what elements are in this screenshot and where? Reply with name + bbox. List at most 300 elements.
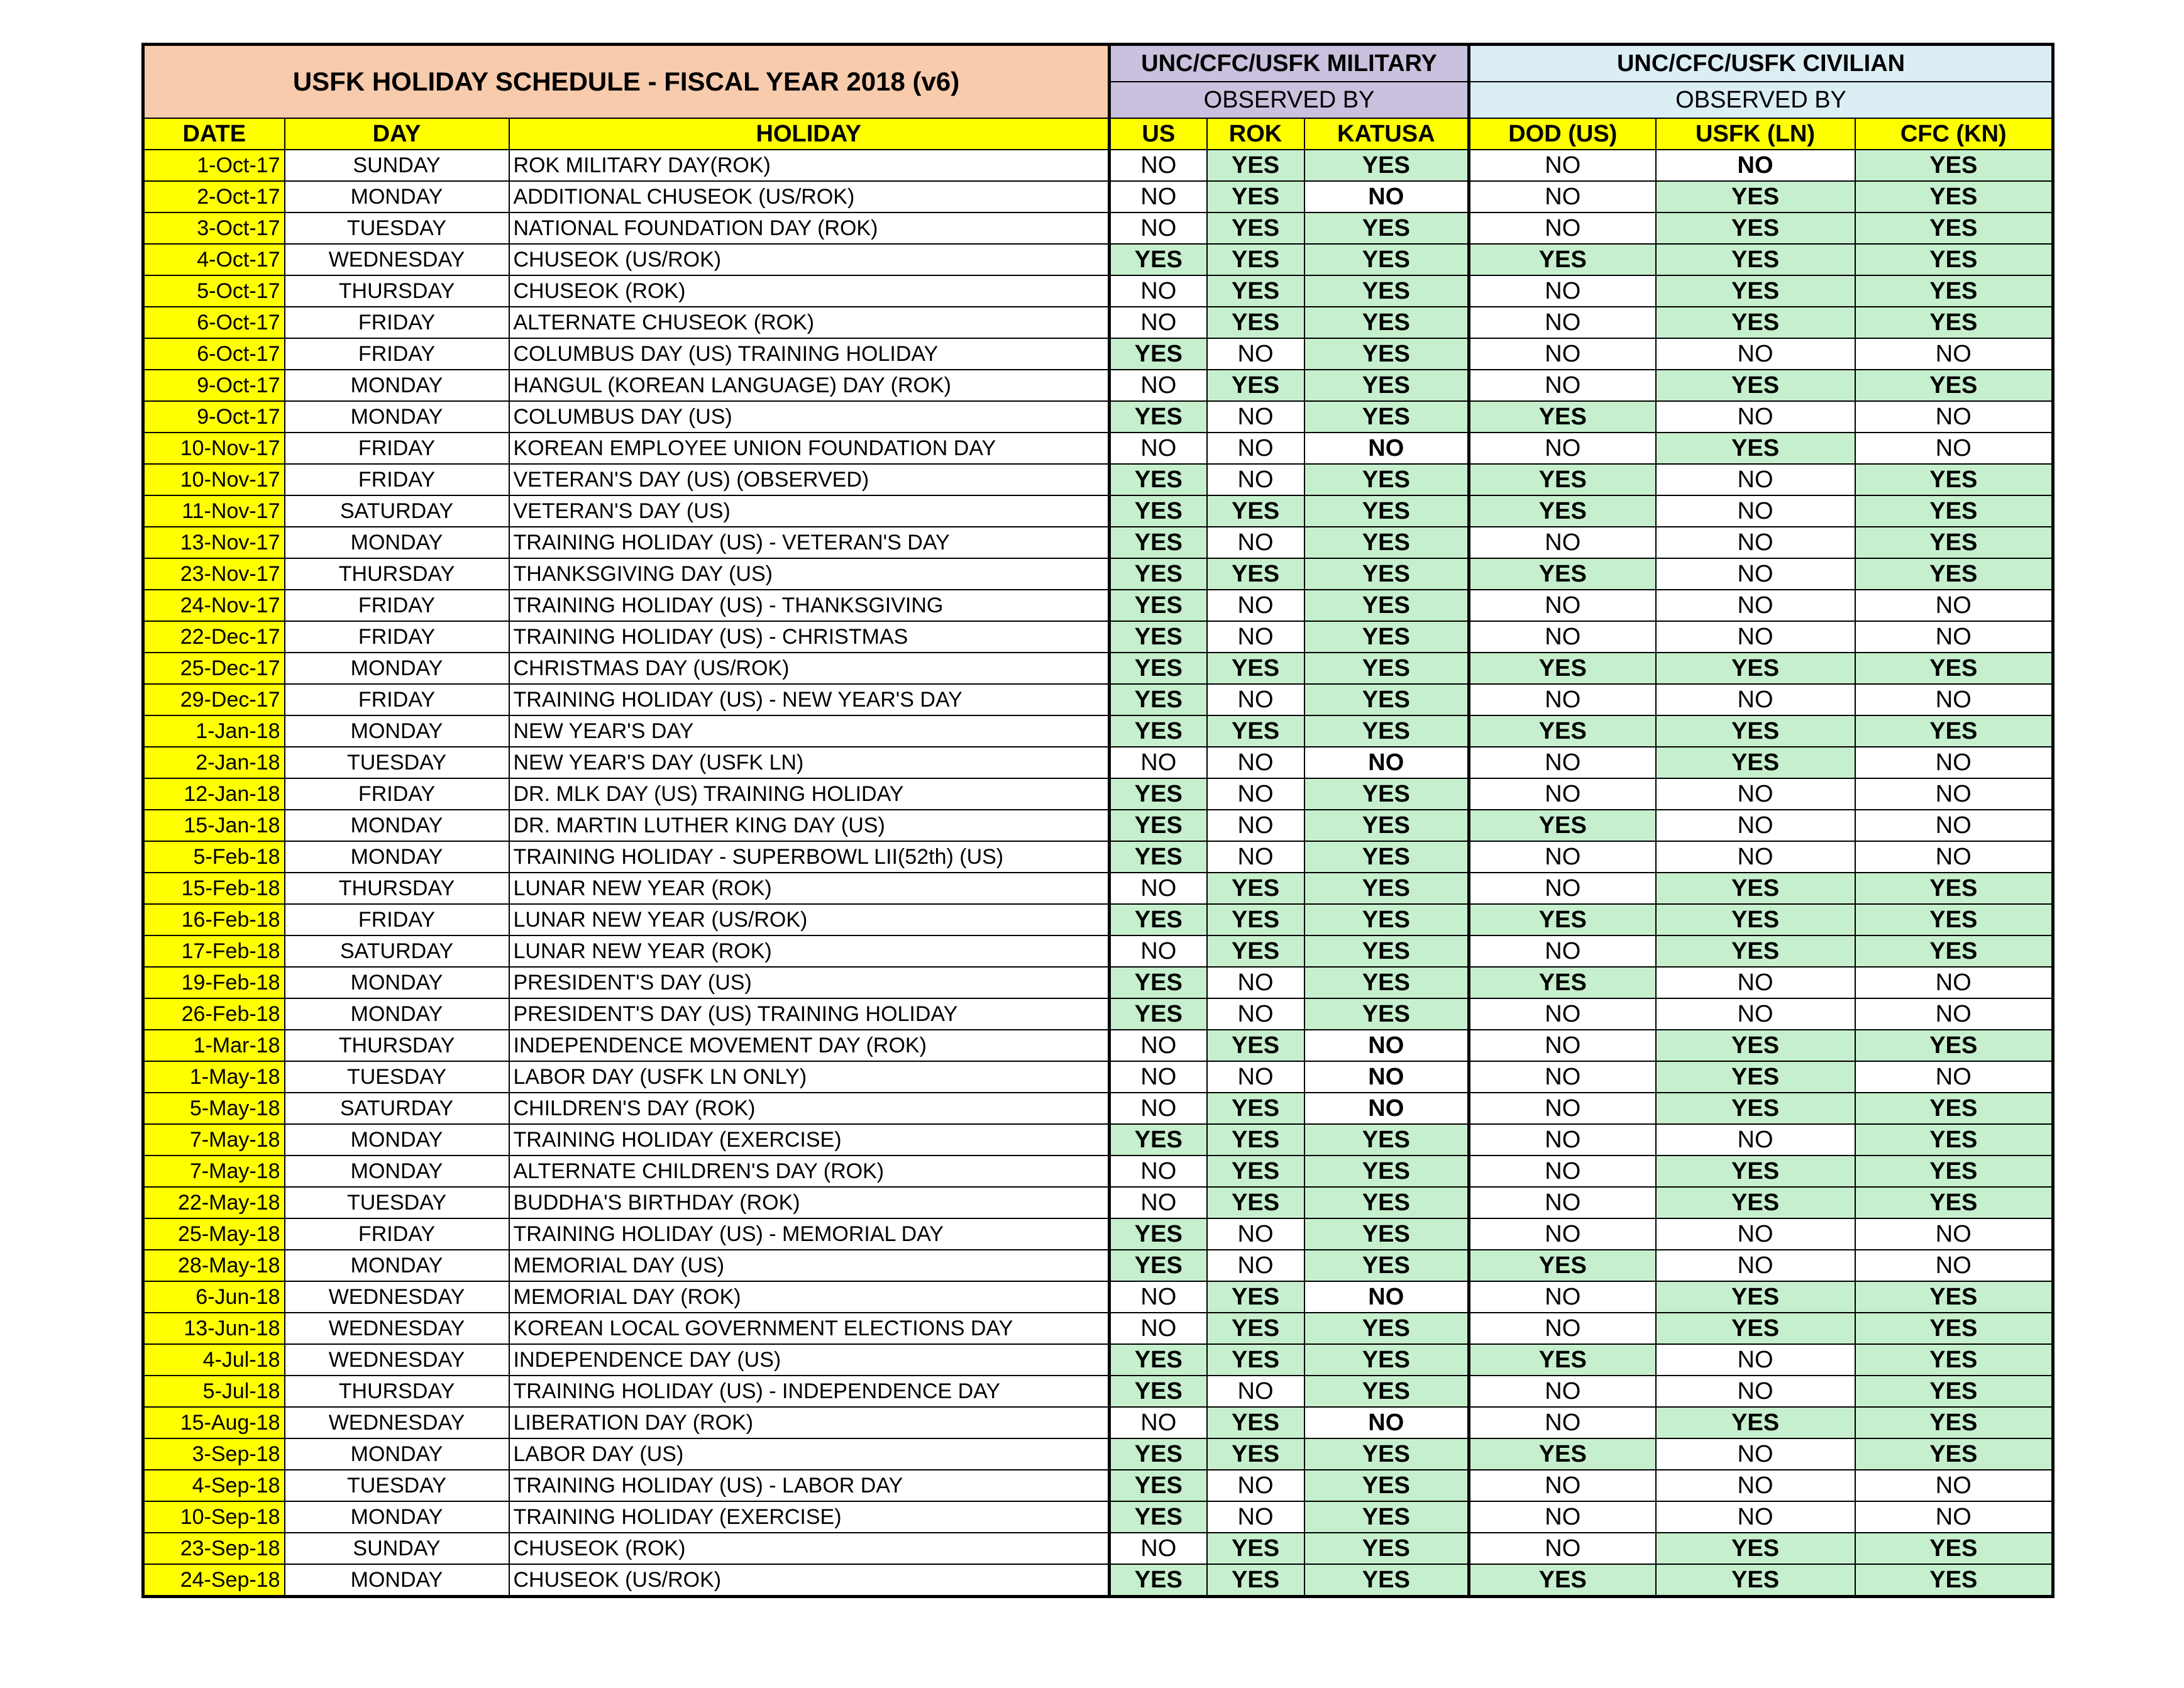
katusa-value: YES bbox=[1304, 401, 1469, 433]
usfk-ln-value: YES bbox=[1656, 653, 1855, 684]
date-cell: 26-Feb-18 bbox=[143, 998, 285, 1030]
us-value: YES bbox=[1110, 904, 1207, 935]
rok-value: NO bbox=[1207, 998, 1304, 1030]
cfc-kn-value: YES bbox=[1855, 1156, 2053, 1187]
us-value: NO bbox=[1110, 1407, 1207, 1438]
dod-us-value: NO bbox=[1469, 1533, 1656, 1564]
date-cell: 11-Nov-17 bbox=[143, 495, 285, 527]
cfc-kn-value: NO bbox=[1855, 1250, 2053, 1281]
dod-us-value: NO bbox=[1469, 1030, 1656, 1061]
date-cell: 5-Feb-18 bbox=[143, 841, 285, 873]
date-cell: 7-May-18 bbox=[143, 1156, 285, 1187]
day-cell: MONDAY bbox=[285, 527, 509, 558]
dod-us-value: YES bbox=[1469, 1438, 1656, 1470]
katusa-value: YES bbox=[1304, 307, 1469, 338]
day-cell: SATURDAY bbox=[285, 495, 509, 527]
cfc-kn-value: NO bbox=[1855, 684, 2053, 715]
holiday-cell: KOREAN EMPLOYEE UNION FOUNDATION DAY bbox=[509, 433, 1110, 464]
day-cell: MONDAY bbox=[285, 1156, 509, 1187]
us-value: NO bbox=[1110, 1313, 1207, 1344]
holiday-cell: DR. MLK DAY (US) TRAINING HOLIDAY bbox=[509, 778, 1110, 810]
dod-us-value: YES bbox=[1469, 653, 1656, 684]
dod-us-value: NO bbox=[1469, 1156, 1656, 1187]
katusa-value: YES bbox=[1304, 873, 1469, 904]
holiday-cell: ALTERNATE CHUSEOK (ROK) bbox=[509, 307, 1110, 338]
katusa-value: YES bbox=[1304, 1250, 1469, 1281]
usfk-ln-value: NO bbox=[1656, 1218, 1855, 1250]
katusa-value: YES bbox=[1304, 590, 1469, 621]
table-row bbox=[143, 873, 2053, 904]
cfc-kn-value: NO bbox=[1855, 621, 2053, 653]
katusa-value: YES bbox=[1304, 904, 1469, 935]
column-header-katusa: KATUSA bbox=[1304, 118, 1469, 150]
katusa-value: YES bbox=[1304, 1187, 1469, 1218]
table-row bbox=[143, 401, 2053, 433]
date-cell: 23-Nov-17 bbox=[143, 558, 285, 590]
table-row bbox=[143, 1187, 2053, 1218]
rok-value: YES bbox=[1207, 275, 1304, 307]
cfc-kn-value: YES bbox=[1855, 1281, 2053, 1313]
table-row bbox=[143, 1344, 2053, 1376]
katusa-value: YES bbox=[1304, 275, 1469, 307]
schedule-rows bbox=[143, 150, 2053, 1597]
dod-us-value: YES bbox=[1469, 904, 1656, 935]
rok-value: NO bbox=[1207, 433, 1304, 464]
civilian-group-title: UNC/CFC/USFK CIVILIAN bbox=[1469, 45, 2053, 82]
column-header-dod-us: DOD (US) bbox=[1469, 118, 1656, 150]
us-value: NO bbox=[1110, 307, 1207, 338]
date-cell: 24-Nov-17 bbox=[143, 590, 285, 621]
day-cell: FRIDAY bbox=[285, 778, 509, 810]
holiday-cell: INDEPENDENCE MOVEMENT DAY (ROK) bbox=[509, 1030, 1110, 1061]
rok-value: YES bbox=[1207, 558, 1304, 590]
table-row bbox=[143, 1533, 2053, 1564]
dod-us-value: NO bbox=[1469, 1124, 1656, 1156]
us-value: YES bbox=[1110, 715, 1207, 747]
date-cell: 6-Jun-18 bbox=[143, 1281, 285, 1313]
date-cell: 4-Oct-17 bbox=[143, 244, 285, 275]
rok-value: NO bbox=[1207, 810, 1304, 841]
dod-us-value: NO bbox=[1469, 212, 1656, 244]
table-row bbox=[143, 495, 2053, 527]
date-cell: 10-Nov-17 bbox=[143, 433, 285, 464]
date-cell: 6-Oct-17 bbox=[143, 338, 285, 370]
holiday-cell: TRAINING HOLIDAY - SUPERBOWL LII(52th) (US) bbox=[509, 841, 1110, 873]
rok-value: YES bbox=[1207, 370, 1304, 401]
table-row bbox=[143, 1470, 2053, 1501]
usfk-ln-value: NO bbox=[1656, 495, 1855, 527]
rok-value: NO bbox=[1207, 1470, 1304, 1501]
table-row bbox=[143, 590, 2053, 621]
katusa-value: NO bbox=[1304, 1281, 1469, 1313]
usfk-ln-value: NO bbox=[1656, 1438, 1855, 1470]
date-cell: 15-Jan-18 bbox=[143, 810, 285, 841]
date-cell: 22-Dec-17 bbox=[143, 621, 285, 653]
cfc-kn-value: YES bbox=[1855, 1564, 2053, 1597]
dod-us-value: YES bbox=[1469, 810, 1656, 841]
usfk-ln-value: YES bbox=[1656, 1061, 1855, 1093]
usfk-ln-value: YES bbox=[1656, 1187, 1855, 1218]
cfc-kn-value: NO bbox=[1855, 810, 2053, 841]
column-header-date: DATE bbox=[143, 118, 285, 150]
us-value: YES bbox=[1110, 653, 1207, 684]
holiday-cell: TRAINING HOLIDAY (US) - INDEPENDENCE DAY bbox=[509, 1376, 1110, 1407]
dod-us-value: NO bbox=[1469, 1470, 1656, 1501]
katusa-value: YES bbox=[1304, 495, 1469, 527]
table-row bbox=[143, 684, 2053, 715]
cfc-kn-value: YES bbox=[1855, 1376, 2053, 1407]
day-cell: FRIDAY bbox=[285, 621, 509, 653]
table-row bbox=[143, 715, 2053, 747]
us-value: YES bbox=[1110, 1470, 1207, 1501]
cfc-kn-value: NO bbox=[1855, 401, 2053, 433]
cfc-kn-value: YES bbox=[1855, 370, 2053, 401]
day-cell: WEDNESDAY bbox=[285, 1313, 509, 1344]
cfc-kn-value: YES bbox=[1855, 527, 2053, 558]
table-row bbox=[143, 1250, 2053, 1281]
cfc-kn-value: YES bbox=[1855, 275, 2053, 307]
cfc-kn-value: YES bbox=[1855, 244, 2053, 275]
katusa-value: YES bbox=[1304, 810, 1469, 841]
cfc-kn-value: NO bbox=[1855, 841, 2053, 873]
us-value: NO bbox=[1110, 873, 1207, 904]
day-cell: FRIDAY bbox=[285, 1218, 509, 1250]
day-cell: TUESDAY bbox=[285, 1061, 509, 1093]
usfk-ln-value: YES bbox=[1656, 1407, 1855, 1438]
usfk-ln-value: YES bbox=[1656, 1533, 1855, 1564]
holiday-cell: TRAINING HOLIDAY (US) - CHRISTMAS bbox=[509, 621, 1110, 653]
table-row bbox=[143, 778, 2053, 810]
usfk-ln-value: NO bbox=[1656, 684, 1855, 715]
katusa-value: YES bbox=[1304, 841, 1469, 873]
day-cell: FRIDAY bbox=[285, 904, 509, 935]
us-value: YES bbox=[1110, 1250, 1207, 1281]
dod-us-value: NO bbox=[1469, 998, 1656, 1030]
rok-value: NO bbox=[1207, 1061, 1304, 1093]
usfk-ln-value: NO bbox=[1656, 998, 1855, 1030]
day-cell: MONDAY bbox=[285, 998, 509, 1030]
holiday-schedule-table bbox=[141, 43, 2054, 1598]
usfk-ln-value: YES bbox=[1656, 715, 1855, 747]
holiday-cell: MEMORIAL DAY (US) bbox=[509, 1250, 1110, 1281]
dod-us-value: NO bbox=[1469, 150, 1656, 181]
table-row bbox=[143, 904, 2053, 935]
us-value: YES bbox=[1110, 1438, 1207, 1470]
holiday-cell: ALTERNATE CHILDREN'S DAY (ROK) bbox=[509, 1156, 1110, 1187]
date-cell: 2-Oct-17 bbox=[143, 181, 285, 212]
table-row bbox=[143, 275, 2053, 307]
date-cell: 15-Aug-18 bbox=[143, 1407, 285, 1438]
dod-us-value: YES bbox=[1469, 244, 1656, 275]
rok-value: NO bbox=[1207, 684, 1304, 715]
date-cell: 25-Dec-17 bbox=[143, 653, 285, 684]
day-cell: THURSDAY bbox=[285, 873, 509, 904]
dod-us-value: YES bbox=[1469, 1564, 1656, 1597]
rok-value: NO bbox=[1207, 1218, 1304, 1250]
date-cell: 10-Sep-18 bbox=[143, 1501, 285, 1533]
rok-value: YES bbox=[1207, 904, 1304, 935]
usfk-ln-value: NO bbox=[1656, 1250, 1855, 1281]
katusa-value: NO bbox=[1304, 1030, 1469, 1061]
us-value: YES bbox=[1110, 810, 1207, 841]
day-cell: SUNDAY bbox=[285, 150, 509, 181]
holiday-cell: CHUSEOK (ROK) bbox=[509, 1533, 1110, 1564]
usfk-ln-value: NO bbox=[1656, 1470, 1855, 1501]
day-cell: MONDAY bbox=[285, 967, 509, 998]
dod-us-value: NO bbox=[1469, 621, 1656, 653]
holiday-cell: CHUSEOK (ROK) bbox=[509, 275, 1110, 307]
us-value: YES bbox=[1110, 967, 1207, 998]
katusa-value: YES bbox=[1304, 1501, 1469, 1533]
day-cell: FRIDAY bbox=[285, 464, 509, 495]
holiday-cell: TRAINING HOLIDAY (EXERCISE) bbox=[509, 1124, 1110, 1156]
cfc-kn-value: YES bbox=[1855, 1093, 2053, 1124]
us-value: NO bbox=[1110, 747, 1207, 778]
usfk-ln-value: YES bbox=[1656, 275, 1855, 307]
table-row bbox=[143, 1218, 2053, 1250]
dod-us-value: NO bbox=[1469, 1218, 1656, 1250]
us-value: NO bbox=[1110, 433, 1207, 464]
cfc-kn-value: YES bbox=[1855, 1313, 2053, 1344]
katusa-value: YES bbox=[1304, 244, 1469, 275]
katusa-value: YES bbox=[1304, 527, 1469, 558]
cfc-kn-value: YES bbox=[1855, 150, 2053, 181]
katusa-value: YES bbox=[1304, 998, 1469, 1030]
katusa-value: YES bbox=[1304, 1470, 1469, 1501]
dod-us-value: YES bbox=[1469, 1344, 1656, 1376]
date-cell: 1-Jan-18 bbox=[143, 715, 285, 747]
military-group-title: UNC/CFC/USFK MILITARY bbox=[1110, 45, 1469, 82]
table-row bbox=[143, 244, 2053, 275]
column-header-rok: ROK bbox=[1207, 118, 1304, 150]
table-row bbox=[143, 1093, 2053, 1124]
holiday-cell: CHUSEOK (US/ROK) bbox=[509, 1564, 1110, 1597]
us-value: YES bbox=[1110, 621, 1207, 653]
katusa-value: NO bbox=[1304, 181, 1469, 212]
rok-value: YES bbox=[1207, 1564, 1304, 1597]
day-cell: THURSDAY bbox=[285, 1376, 509, 1407]
day-cell: TUESDAY bbox=[285, 1470, 509, 1501]
dod-us-value: YES bbox=[1469, 464, 1656, 495]
usfk-ln-value: YES bbox=[1656, 873, 1855, 904]
katusa-value: YES bbox=[1304, 1218, 1469, 1250]
rok-value: NO bbox=[1207, 1250, 1304, 1281]
rok-value: YES bbox=[1207, 1407, 1304, 1438]
date-cell: 29-Dec-17 bbox=[143, 684, 285, 715]
table-row bbox=[143, 1564, 2053, 1597]
us-value: NO bbox=[1110, 1281, 1207, 1313]
rok-value: NO bbox=[1207, 527, 1304, 558]
table-row bbox=[143, 935, 2053, 967]
us-value: YES bbox=[1110, 527, 1207, 558]
cfc-kn-value: YES bbox=[1855, 1187, 2053, 1218]
us-value: NO bbox=[1110, 181, 1207, 212]
cfc-kn-value: NO bbox=[1855, 778, 2053, 810]
holiday-cell: PRESIDENT'S DAY (US) TRAINING HOLIDAY bbox=[509, 998, 1110, 1030]
rok-value: NO bbox=[1207, 464, 1304, 495]
holiday-cell: VETERAN'S DAY (US) bbox=[509, 495, 1110, 527]
day-cell: THURSDAY bbox=[285, 1030, 509, 1061]
day-cell: WEDNESDAY bbox=[285, 1407, 509, 1438]
table-row bbox=[143, 653, 2053, 684]
cfc-kn-value: YES bbox=[1855, 1030, 2053, 1061]
rok-value: YES bbox=[1207, 1156, 1304, 1187]
table-row bbox=[143, 1376, 2053, 1407]
rok-value: NO bbox=[1207, 1376, 1304, 1407]
cfc-kn-value: YES bbox=[1855, 1124, 2053, 1156]
column-header-usfk-ln: USFK (LN) bbox=[1656, 118, 1855, 150]
day-cell: MONDAY bbox=[285, 810, 509, 841]
us-value: NO bbox=[1110, 1533, 1207, 1564]
usfk-ln-value: NO bbox=[1656, 841, 1855, 873]
cfc-kn-value: YES bbox=[1855, 495, 2053, 527]
holiday-cell: LIBERATION DAY (ROK) bbox=[509, 1407, 1110, 1438]
table-row bbox=[143, 1438, 2053, 1470]
civilian-observed-by: OBSERVED BY bbox=[1469, 82, 2053, 118]
dod-us-value: YES bbox=[1469, 967, 1656, 998]
cfc-kn-value: NO bbox=[1855, 1218, 2053, 1250]
dod-us-value: NO bbox=[1469, 1187, 1656, 1218]
date-cell: 12-Jan-18 bbox=[143, 778, 285, 810]
table-row bbox=[143, 1313, 2053, 1344]
date-cell: 15-Feb-18 bbox=[143, 873, 285, 904]
holiday-cell: COLUMBUS DAY (US) TRAINING HOLIDAY bbox=[509, 338, 1110, 370]
us-value: YES bbox=[1110, 778, 1207, 810]
rok-value: YES bbox=[1207, 244, 1304, 275]
day-cell: TUESDAY bbox=[285, 212, 509, 244]
holiday-cell: NEW YEAR'S DAY (USFK LN) bbox=[509, 747, 1110, 778]
day-cell: MONDAY bbox=[285, 1124, 509, 1156]
rok-value: YES bbox=[1207, 150, 1304, 181]
katusa-value: YES bbox=[1304, 212, 1469, 244]
rok-value: YES bbox=[1207, 1313, 1304, 1344]
date-cell: 13-Nov-17 bbox=[143, 527, 285, 558]
holiday-cell: BUDDHA'S BIRTHDAY (ROK) bbox=[509, 1187, 1110, 1218]
rok-value: YES bbox=[1207, 181, 1304, 212]
dod-us-value: NO bbox=[1469, 1313, 1656, 1344]
dod-us-value: YES bbox=[1469, 558, 1656, 590]
day-cell: WEDNESDAY bbox=[285, 1281, 509, 1313]
usfk-ln-value: YES bbox=[1656, 1281, 1855, 1313]
date-cell: 1-May-18 bbox=[143, 1061, 285, 1093]
katusa-value: YES bbox=[1304, 1438, 1469, 1470]
holiday-cell: TRAINING HOLIDAY (US) - LABOR DAY bbox=[509, 1470, 1110, 1501]
dod-us-value: NO bbox=[1469, 873, 1656, 904]
katusa-value: YES bbox=[1304, 370, 1469, 401]
rok-value: YES bbox=[1207, 1438, 1304, 1470]
rok-value: YES bbox=[1207, 495, 1304, 527]
table-row bbox=[143, 1501, 2053, 1533]
table-row bbox=[143, 150, 2053, 181]
rok-value: YES bbox=[1207, 873, 1304, 904]
military-observed-by: OBSERVED BY bbox=[1110, 82, 1469, 118]
day-cell: TUESDAY bbox=[285, 1187, 509, 1218]
rok-value: YES bbox=[1207, 1124, 1304, 1156]
holiday-cell: MEMORIAL DAY (ROK) bbox=[509, 1281, 1110, 1313]
cfc-kn-value: NO bbox=[1855, 590, 2053, 621]
us-value: YES bbox=[1110, 1501, 1207, 1533]
dod-us-value: YES bbox=[1469, 1250, 1656, 1281]
usfk-ln-value: YES bbox=[1656, 1093, 1855, 1124]
table-row bbox=[143, 1124, 2053, 1156]
katusa-value: YES bbox=[1304, 464, 1469, 495]
dod-us-value: NO bbox=[1469, 1501, 1656, 1533]
schedule-title: USFK HOLIDAY SCHEDULE - FISCAL YEAR 2018 (v6) bbox=[143, 45, 1110, 119]
us-value: YES bbox=[1110, 1124, 1207, 1156]
table-row bbox=[143, 307, 2053, 338]
dod-us-value: YES bbox=[1469, 401, 1656, 433]
cfc-kn-value: YES bbox=[1855, 1438, 2053, 1470]
day-cell: WEDNESDAY bbox=[285, 1344, 509, 1376]
us-value: YES bbox=[1110, 1376, 1207, 1407]
us-value: YES bbox=[1110, 1218, 1207, 1250]
rok-value: NO bbox=[1207, 338, 1304, 370]
day-cell: TUESDAY bbox=[285, 747, 509, 778]
rok-value: NO bbox=[1207, 841, 1304, 873]
usfk-ln-value: YES bbox=[1656, 935, 1855, 967]
us-value: NO bbox=[1110, 275, 1207, 307]
usfk-ln-value: NO bbox=[1656, 590, 1855, 621]
cfc-kn-value: NO bbox=[1855, 998, 2053, 1030]
holiday-cell: COLUMBUS DAY (US) bbox=[509, 401, 1110, 433]
cfc-kn-value: YES bbox=[1855, 1344, 2053, 1376]
rok-value: NO bbox=[1207, 747, 1304, 778]
date-cell: 28-May-18 bbox=[143, 1250, 285, 1281]
usfk-ln-value: YES bbox=[1656, 370, 1855, 401]
table-row bbox=[143, 212, 2053, 244]
usfk-ln-value: NO bbox=[1656, 401, 1855, 433]
rok-value: YES bbox=[1207, 653, 1304, 684]
holiday-cell: LABOR DAY (US) bbox=[509, 1438, 1110, 1470]
katusa-value: YES bbox=[1304, 1533, 1469, 1564]
usfk-ln-value: YES bbox=[1656, 1156, 1855, 1187]
us-value: NO bbox=[1110, 935, 1207, 967]
column-header-cfc-kn: CFC (KN) bbox=[1855, 118, 2053, 150]
cfc-kn-value: NO bbox=[1855, 1470, 2053, 1501]
katusa-value: YES bbox=[1304, 558, 1469, 590]
rok-value: NO bbox=[1207, 778, 1304, 810]
day-cell: MONDAY bbox=[285, 370, 509, 401]
day-cell: THURSDAY bbox=[285, 558, 509, 590]
rok-value: YES bbox=[1207, 935, 1304, 967]
usfk-ln-value: YES bbox=[1656, 1030, 1855, 1061]
dod-us-value: NO bbox=[1469, 684, 1656, 715]
dod-us-value: NO bbox=[1469, 778, 1656, 810]
column-header-holiday: HOLIDAY bbox=[509, 118, 1110, 150]
holiday-cell: LUNAR NEW YEAR (ROK) bbox=[509, 935, 1110, 967]
date-cell: 1-Mar-18 bbox=[143, 1030, 285, 1061]
dod-us-value: NO bbox=[1469, 275, 1656, 307]
us-value: YES bbox=[1110, 244, 1207, 275]
cfc-kn-value: NO bbox=[1855, 967, 2053, 998]
dod-us-value: YES bbox=[1469, 715, 1656, 747]
us-value: NO bbox=[1110, 212, 1207, 244]
rok-value: YES bbox=[1207, 1344, 1304, 1376]
cfc-kn-value: NO bbox=[1855, 1061, 2053, 1093]
katusa-value: NO bbox=[1304, 433, 1469, 464]
holiday-cell: TRAINING HOLIDAY (US) - MEMORIAL DAY bbox=[509, 1218, 1110, 1250]
katusa-value: YES bbox=[1304, 1376, 1469, 1407]
katusa-value: YES bbox=[1304, 778, 1469, 810]
rok-value: NO bbox=[1207, 967, 1304, 998]
date-cell: 3-Oct-17 bbox=[143, 212, 285, 244]
us-value: YES bbox=[1110, 401, 1207, 433]
cfc-kn-value: NO bbox=[1855, 747, 2053, 778]
holiday-cell: DR. MARTIN LUTHER KING DAY (US) bbox=[509, 810, 1110, 841]
cfc-kn-value: YES bbox=[1855, 558, 2053, 590]
us-value: YES bbox=[1110, 495, 1207, 527]
date-cell: 4-Sep-18 bbox=[143, 1470, 285, 1501]
